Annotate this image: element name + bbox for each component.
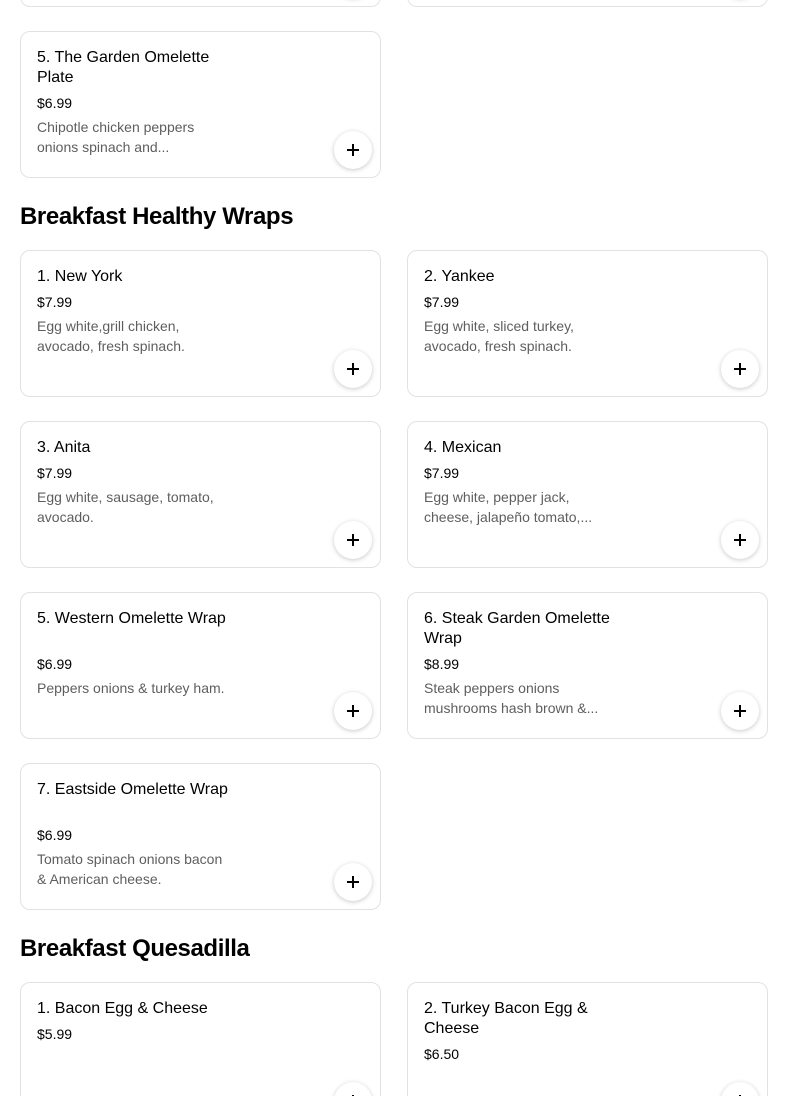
item-name: 7. Eastside Omelette Wrap	[37, 781, 228, 798]
item-price: $7.99	[424, 465, 460, 481]
item-name: 1. New York	[37, 268, 123, 285]
item-description: Egg white, sliced turkey, avocado, fresh spinach.	[424, 318, 574, 354]
menu-item-card[interactable]	[407, 421, 768, 568]
item-name: 5. The Garden Omelette Plate	[37, 49, 210, 86]
plus-icon	[734, 363, 746, 375]
add-item-button[interactable]	[721, 1082, 759, 1096]
item-price: $6.99	[37, 656, 73, 672]
menu-item-card[interactable]	[20, 763, 381, 910]
menu-item-card[interactable]	[20, 982, 381, 1096]
add-item-button[interactable]	[334, 131, 372, 169]
item-name: 4. Mexican	[424, 439, 502, 456]
item-name: 6. Steak Garden Omelette Wrap	[424, 610, 610, 647]
menu-item-card[interactable]	[20, 250, 381, 397]
plus-icon	[347, 363, 359, 375]
plus-icon	[347, 534, 359, 546]
add-item-button[interactable]	[334, 521, 372, 559]
add-item-button[interactable]	[721, 692, 759, 730]
add-item-button[interactable]	[334, 692, 372, 730]
section-title-healthy-wraps: Breakfast Healthy Wraps	[20, 203, 294, 230]
item-description: Tomato spinach onions bacon & American cheese.	[37, 851, 223, 887]
add-item-button[interactable]	[721, 521, 759, 559]
item-description: Steak peppers onions mushrooms hash brown &...	[424, 680, 599, 716]
item-name: 3. Anita	[37, 439, 91, 456]
menu-item-card[interactable]	[20, 592, 381, 739]
item-description: Chipotle chicken peppers onions spinach and...	[37, 119, 195, 155]
item-name: 1. Bacon Egg & Cheese	[37, 1000, 208, 1017]
item-price: $5.99	[37, 1026, 73, 1042]
plus-icon	[734, 534, 746, 546]
menu-item-card-partial[interactable]	[20, 0, 381, 7]
item-description: Peppers onions & turkey ham.	[37, 680, 225, 696]
item-description: Egg white, sausage, tomato, avocado.	[37, 489, 214, 525]
add-item-button[interactable]	[334, 1082, 372, 1096]
menu-item-card[interactable]	[20, 421, 381, 568]
plus-icon	[347, 144, 359, 156]
item-price: $6.99	[37, 95, 73, 111]
plus-icon	[347, 876, 359, 888]
item-name: 5. Western Omelette Wrap	[37, 610, 226, 627]
section-title-quesadilla: Breakfast Quesadilla	[20, 935, 250, 962]
plus-icon	[734, 705, 746, 717]
item-price: $6.50	[424, 1046, 460, 1062]
menu-item-card[interactable]	[407, 592, 768, 739]
item-price: $6.99	[37, 827, 73, 843]
item-name: 2. Yankee	[424, 268, 495, 285]
item-price: $7.99	[424, 294, 460, 310]
item-price: $7.99	[37, 465, 73, 481]
add-item-button[interactable]	[721, 350, 759, 388]
item-description: Egg white, pepper jack, cheese, jalapeño tomato,...	[424, 489, 593, 525]
add-item-button[interactable]	[334, 350, 372, 388]
item-name: 2. Turkey Bacon Egg & Cheese	[424, 1000, 588, 1037]
plus-icon	[347, 705, 359, 717]
item-price: $8.99	[424, 656, 460, 672]
item-description: Egg white,grill chicken, avocado, fresh spinach.	[37, 318, 185, 354]
menu-item-card[interactable]	[407, 982, 768, 1096]
menu-item-card[interactable]	[20, 31, 381, 178]
item-price: $7.99	[37, 294, 73, 310]
menu-item-card[interactable]	[407, 250, 768, 397]
add-item-button[interactable]	[334, 863, 372, 901]
menu-item-card-partial[interactable]	[407, 0, 768, 7]
